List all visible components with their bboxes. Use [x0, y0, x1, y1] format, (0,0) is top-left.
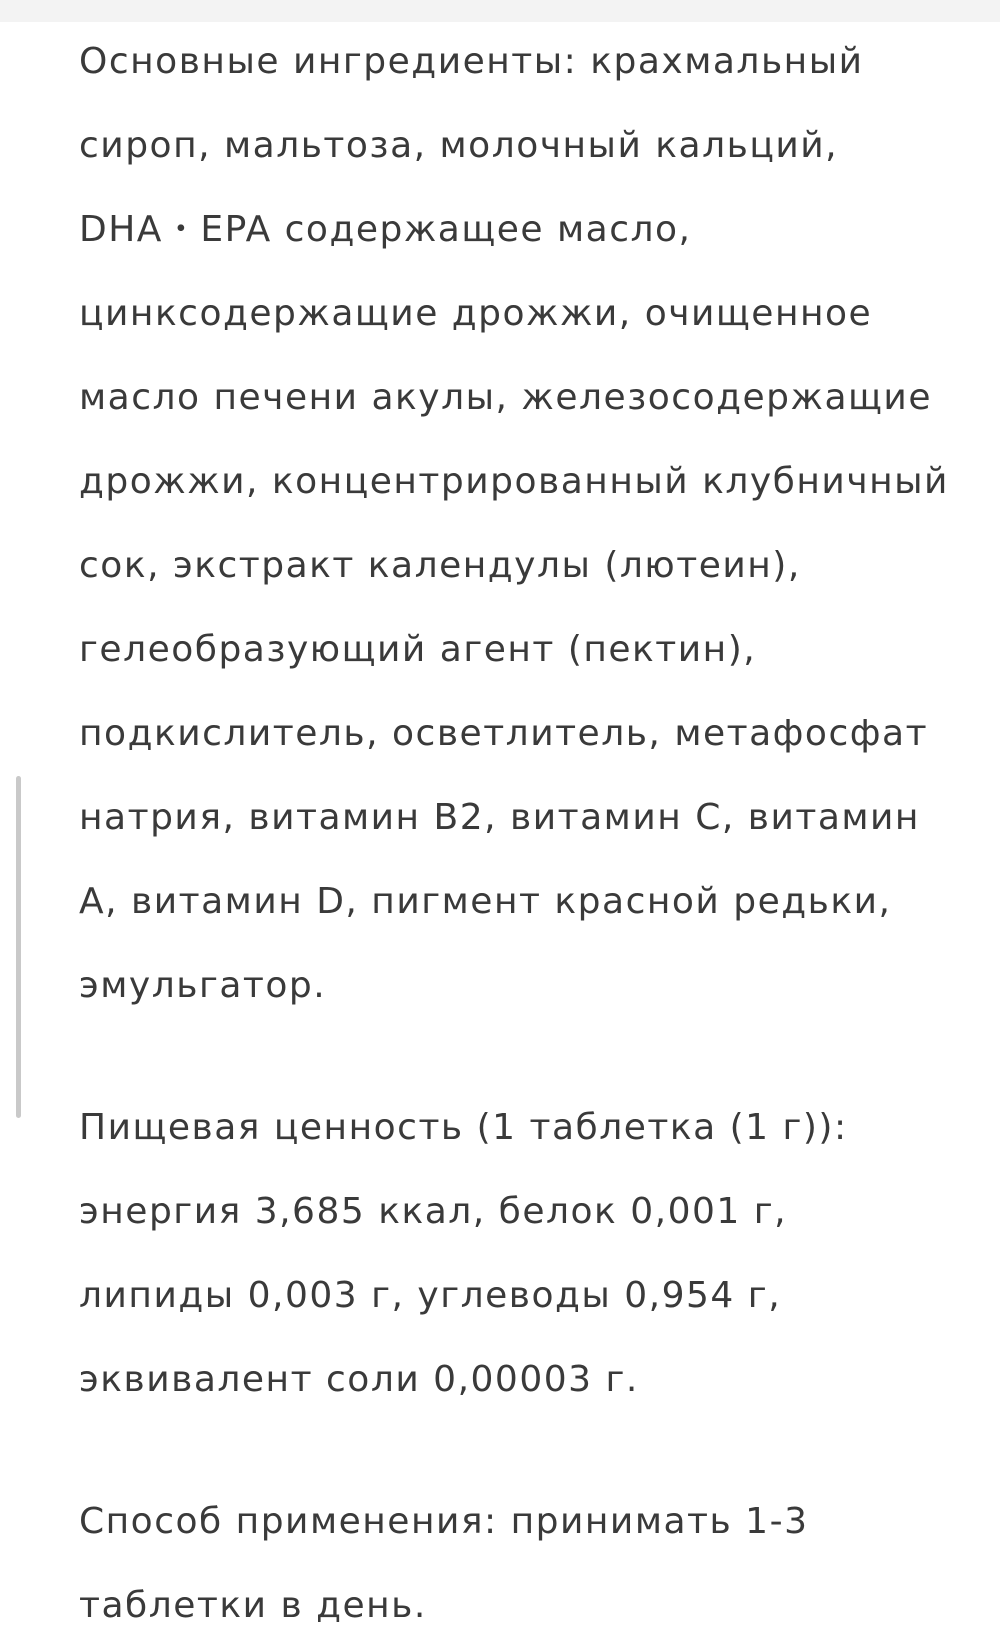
ingredients-line: А, витамин D, пигмент красной редьки,: [79, 881, 892, 922]
ingredients-paragraph: [79, 20, 959, 1028]
ingredients-line: сироп, мальтоза, молочный кальций,: [79, 125, 839, 166]
top-status-strip: [0, 0, 1000, 22]
ingredients-line: цинксодержащие дрожжи, очищенное: [79, 293, 873, 334]
bottom-fade: [0, 1559, 1000, 1573]
ingredients-line: дрожжи, концентрированный клубничный: [79, 461, 949, 502]
nutrition-line: липиды 0,003 г, углеводы 0,954 г,: [79, 1275, 782, 1316]
nutrition-line: эквивалент соли 0,00003 г.: [79, 1359, 639, 1400]
paragraph-spacer: [79, 1422, 959, 1480]
ingredients-line: эмульгатор.: [79, 965, 327, 1006]
scroll-indicator[interactable]: [16, 776, 21, 1118]
nutrition-line: энергия 3,685 ккал, белок 0,001 г,: [79, 1191, 788, 1232]
ingredients-line: натрия, витамин В2, витамин С, витамин: [79, 797, 920, 838]
nutrition-paragraph: [79, 1086, 959, 1422]
ingredients-line: масло печени акулы, железосодержащие: [79, 377, 932, 418]
ingredients-line: подкислитель, осветлитель, метафосфат: [79, 713, 929, 754]
paragraph-spacer: [79, 1028, 959, 1086]
usage-line: Способ применения: принимать 1-3: [79, 1501, 809, 1542]
product-description: [79, 20, 959, 1648]
ingredients-line: гелеобразующий агент (пектин),: [79, 629, 757, 670]
ingredients-line: Основные ингредиенты: крахмальный: [79, 41, 864, 82]
ingredients-line: сок, экстракт календулы (лютеин),: [79, 545, 801, 586]
usage-line: таблетки в день.: [79, 1585, 427, 1626]
ingredients-line: DHA・EPA содержащее масло,: [79, 209, 692, 250]
nutrition-line: Пищевая ценность (1 таблетка (1 г)):: [79, 1107, 848, 1148]
